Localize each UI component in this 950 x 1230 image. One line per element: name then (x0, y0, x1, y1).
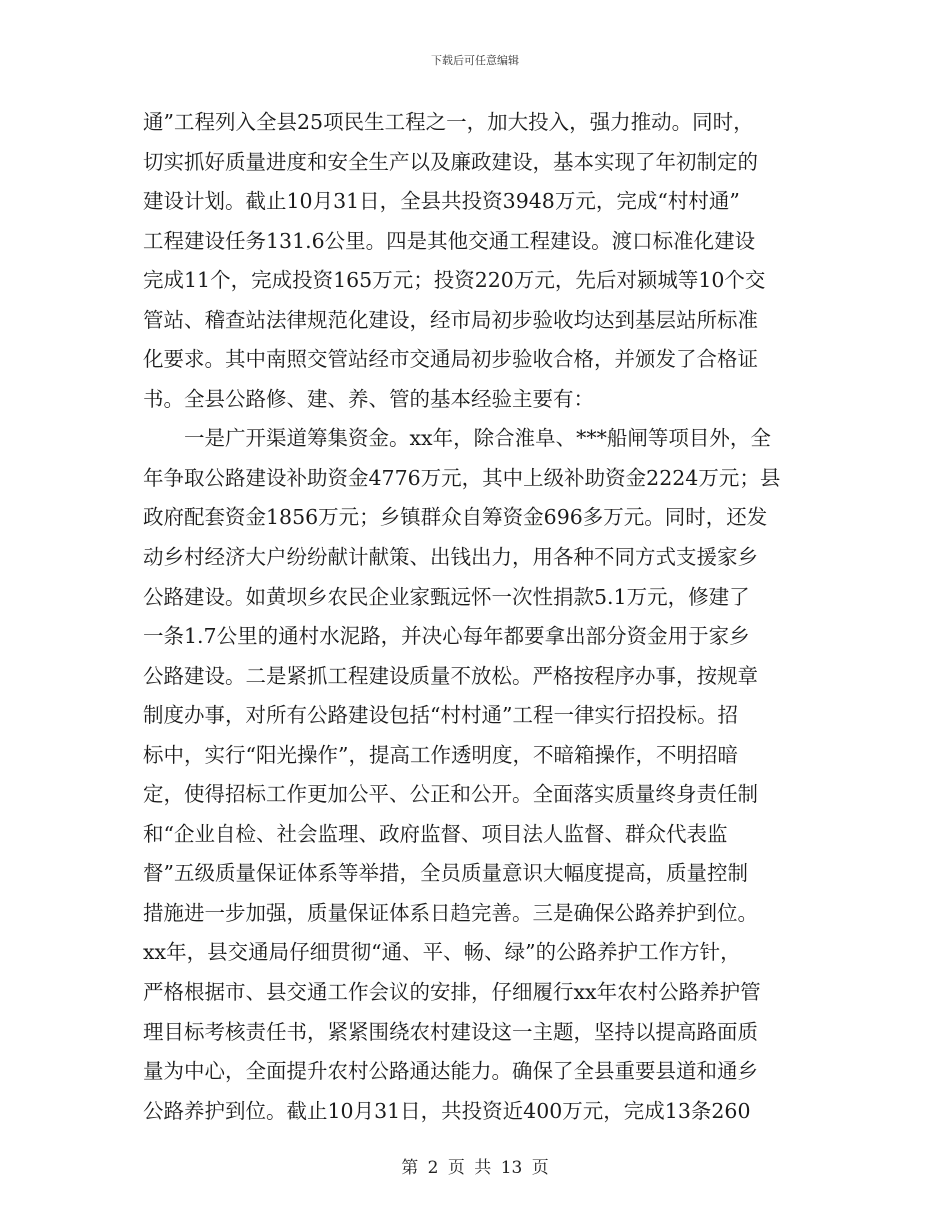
document-body (143, 103, 808, 1131)
body-line: 公路建设。二是紧抓工程建设质量不放松。严格按程序办事，按规章 (143, 663, 758, 688)
page-number-footer: 第 2 页 共 13 页 (401, 1158, 549, 1178)
body-line: 切实抓好质量进度和安全生产以及廉政建设，基本实现了年初制定的 (143, 149, 758, 174)
body-line: 标中，实行“阳光操作”，提高工作透明度，不暗箱操作，不明招暗 (143, 742, 738, 767)
body-line: 督”五级质量保证体系等举措，全员质量意识大幅度提高，质量控制 (143, 861, 748, 886)
body-line: 公路建设。如黄坝乡农民企业家甄远怀一次性捐款5.1万元，修建了 (143, 584, 750, 609)
body-line: 和“企业自检、社会监理、政府监督、项目法人监督、群众代表监 (143, 821, 728, 846)
body-line: 制度办事，对所有公路建设包括“村村通”工程一律实行招投标。招 (143, 703, 738, 728)
body-line: 管站、稽查站法律规范化建设，经市局初步验收均达到基层站所标准 (143, 307, 758, 332)
body-line: 化要求。其中南照交管站经市交通局初步验收合格，并颁发了合格证 (143, 347, 758, 372)
body-line: 动乡村经济大户纷纷献计献策、出钱出力，用各种不同方式支援家乡 (143, 545, 758, 570)
body-line: 一是广开渠道筹集资金。xx年，除合淮阜、***船闸等项目外，全 (143, 426, 771, 451)
body-line: 政府配套资金1856万元；乡镇群众自筹资金696多万元。同时，还发 (143, 505, 768, 530)
body-line: 公路养护到位。截止10月31日，共投资近400万元，完成13条260 (143, 1098, 751, 1123)
body-line: 严格根据市、县交通工作会议的安排，仔细履行xx年农村公路养护管 (143, 980, 761, 1005)
body-line: 完成11个，完成投资165万元；投资220万元，先后对颍城等10个交 (143, 268, 766, 293)
body-line: 量为中心，全面提升农村公路通达能力。确保了全县重要县道和通乡 (143, 1059, 758, 1084)
body-line: 年争取公路建设补助资金4776万元，其中上级补助资金2224万元；县 (143, 465, 781, 490)
body-line: xx年，县交通局仔细贯彻“通、平、畅、绿”的公路养护工作方针， (143, 940, 741, 965)
body-line: 定，使得招标工作更加公平、公正和公开。全面落实质量终身责任制 (143, 782, 758, 807)
page-header-note: 下载后可任意编辑 (431, 54, 519, 67)
body-line: 书。全县公路修、建、养、管的基本经验主要有： (143, 386, 594, 411)
body-line: 建设计划。截止10月31日，全县共投资3948万元，完成“村村通” (143, 189, 740, 214)
body-line: 理目标考核责任书，紧紧围绕农村建设这一主题，坚持以提高路面质 (143, 1019, 758, 1044)
body-line: 一条1.7公里的通村水泥路，并决心每年都要拿出部分资金用于家乡 (143, 624, 750, 649)
body-line: 工程建设任务131.6公里。四是其他交通工程建设。渡口标准化建设 (143, 228, 756, 253)
body-line: 通”工程列入全县25项民生工程之一，加大投入，强力推动。同时， (143, 110, 754, 134)
body-line: 措施进一步加强，质量保证体系日趋完善。三是确保公路养护到位。 (143, 900, 758, 925)
